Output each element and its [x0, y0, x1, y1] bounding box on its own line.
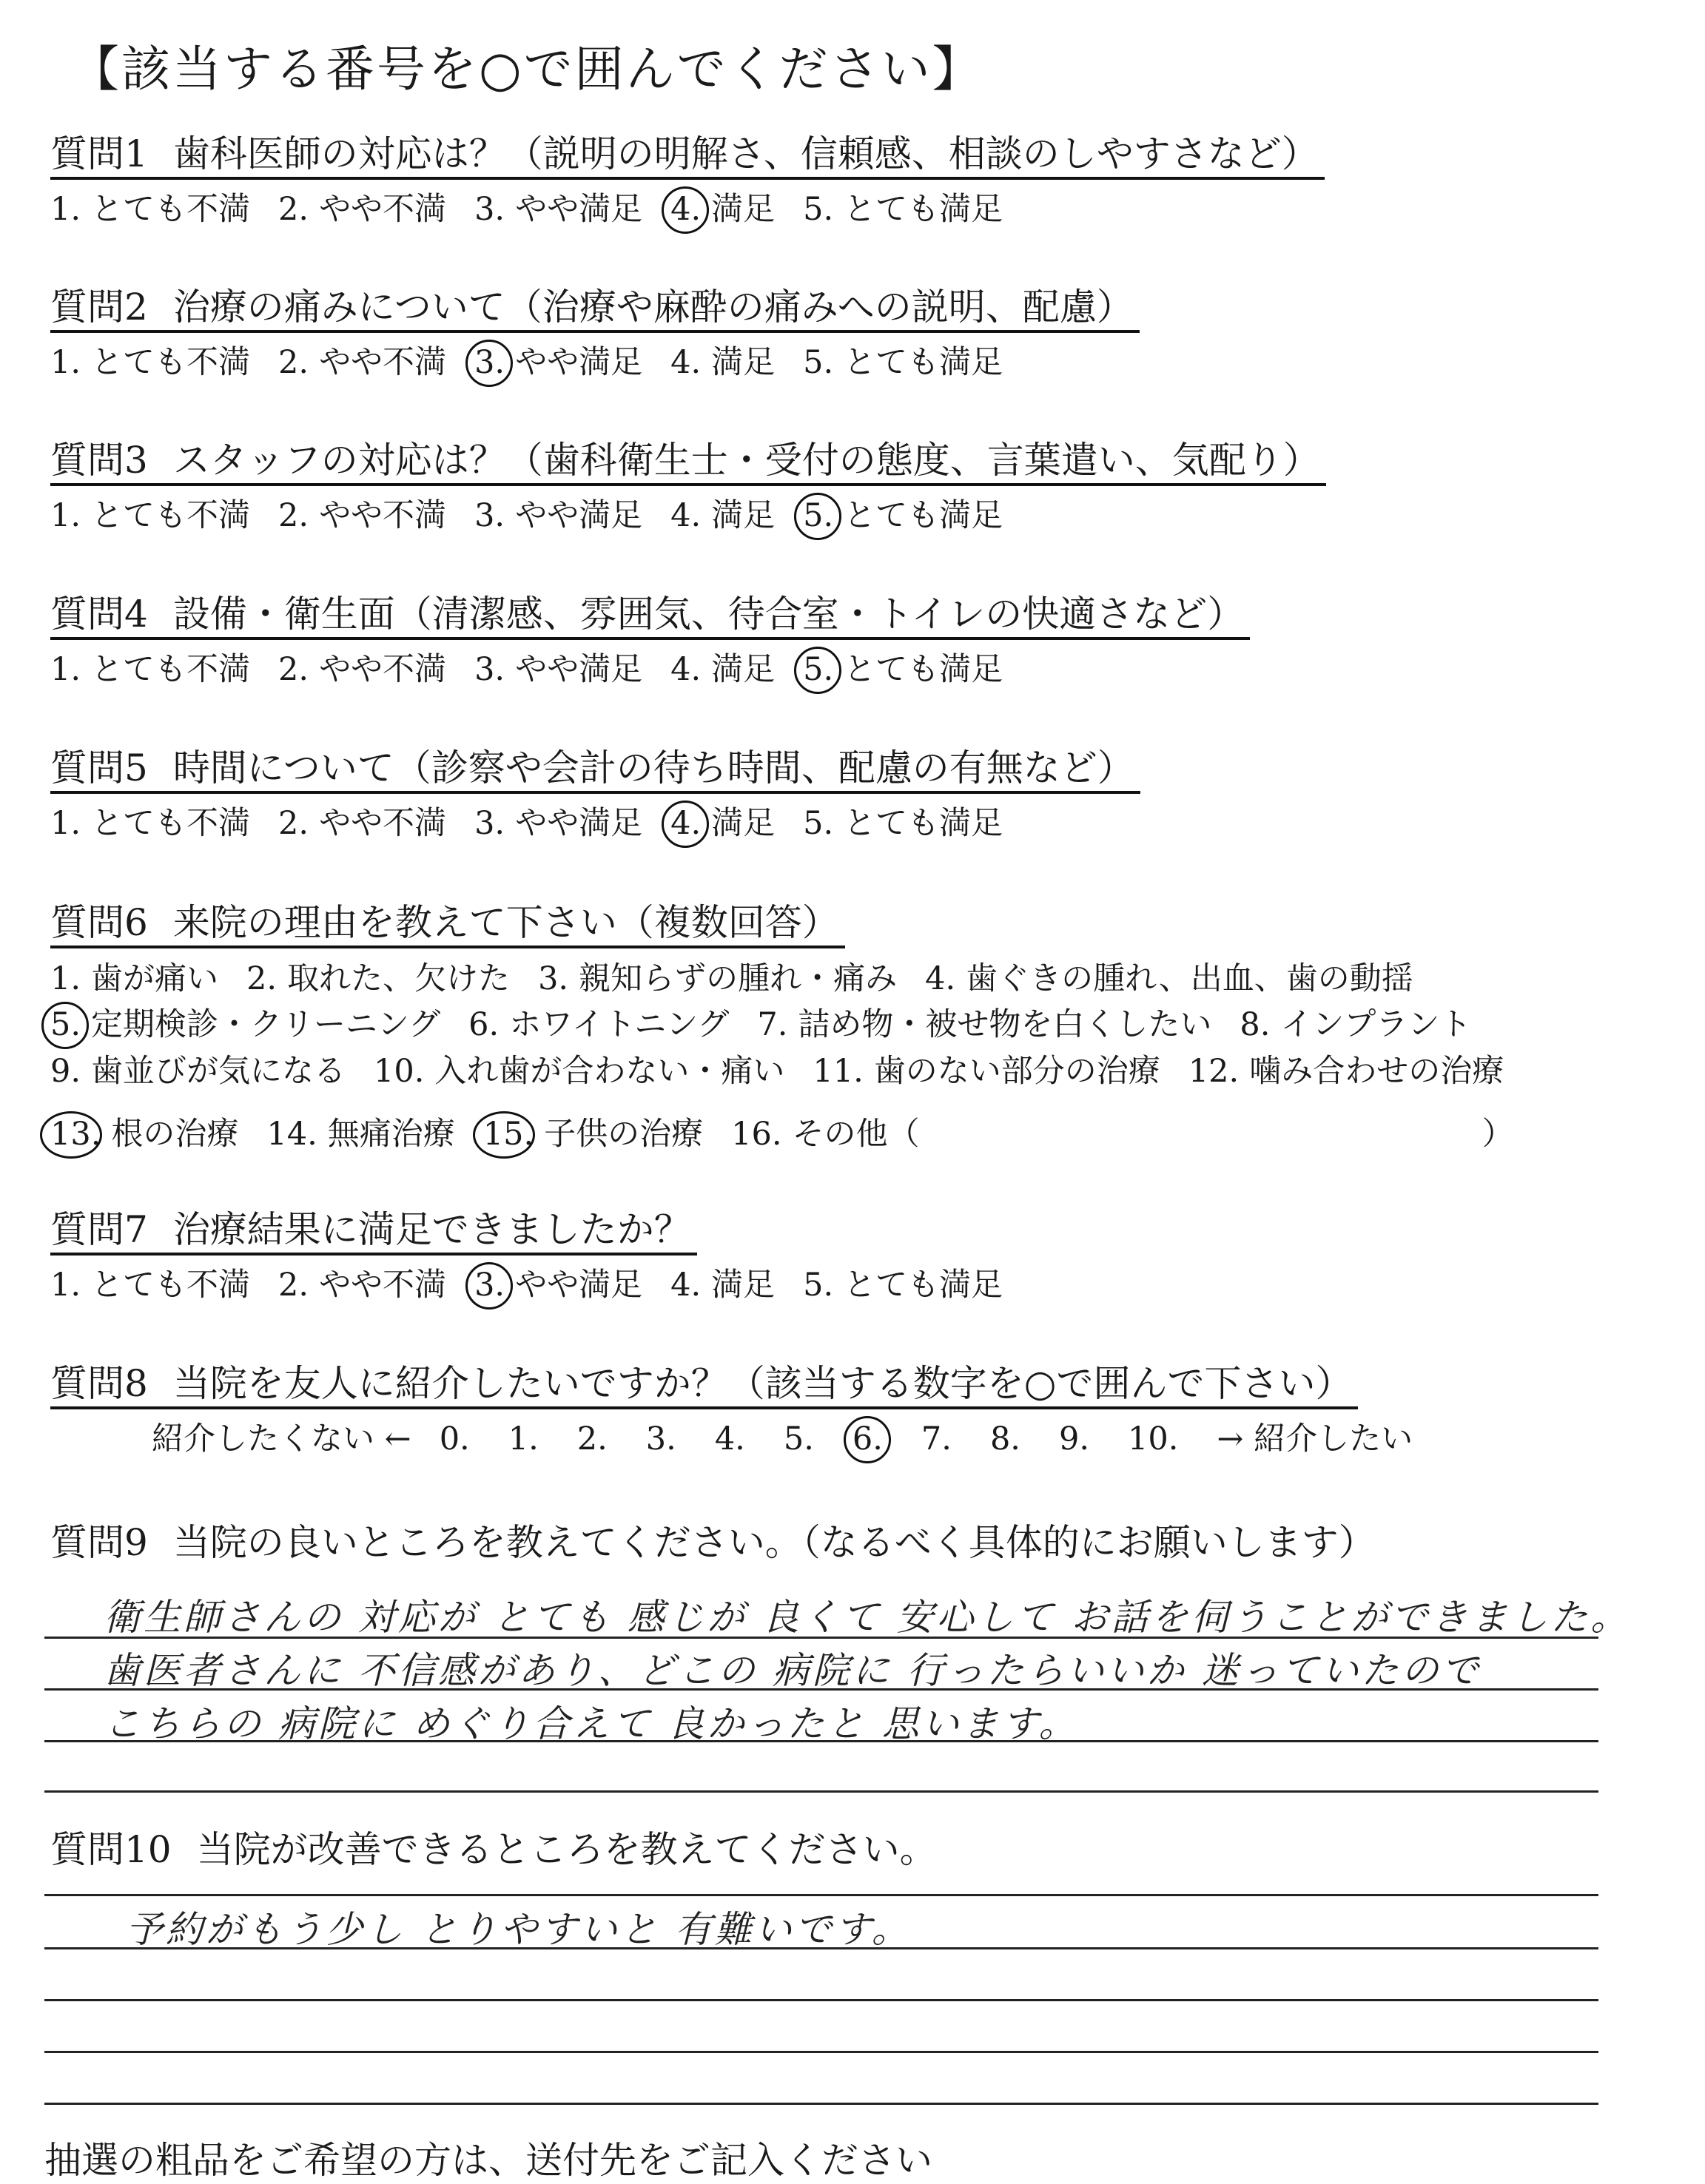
- option-1[interactable]: 1. とても不満: [50, 497, 251, 534]
- option-15[interactable]: 15. 子供の治療: [482, 1116, 704, 1153]
- option-2[interactable]: 2. やや不満: [278, 344, 447, 381]
- option-2[interactable]: 2. やや不満: [278, 191, 447, 228]
- option-1[interactable]: 1. とても不満: [50, 191, 251, 228]
- question-number: 質問2: [50, 286, 148, 328]
- footer-note: 抽選の粗品をご希望の方は、送付先をご記入ください: [44, 2139, 932, 2182]
- scale-4[interactable]: 4.: [714, 1420, 745, 1457]
- option-4[interactable]: 4. 満足: [670, 344, 776, 381]
- option-3[interactable]: 3. 親知らずの腫れ・痛み: [538, 960, 898, 997]
- option-9[interactable]: 9. 歯並びが気になる: [50, 1053, 346, 1090]
- answer-line[interactable]: [44, 1999, 1598, 2001]
- question-7-options: [50, 1268, 1031, 1303]
- option-14[interactable]: 14. 無痛治療: [266, 1116, 455, 1153]
- answer-line[interactable]: [44, 1637, 1598, 1639]
- option-5[interactable]: 5. とても満足: [803, 344, 1003, 381]
- option-13[interactable]: 13. 根の治療: [50, 1116, 239, 1153]
- answer-line[interactable]: [44, 1740, 1598, 1742]
- option-4[interactable]: 4. 満足: [670, 1267, 776, 1304]
- option-5[interactable]: 5. とても満足: [803, 1267, 1003, 1304]
- question-number: 質問6: [50, 901, 148, 944]
- question-number: 質問9: [50, 1521, 148, 1564]
- circled-answer: 4.: [670, 191, 702, 228]
- option-4[interactable]: 4. 満足: [670, 497, 776, 534]
- scale-right-label: → 紹介したい: [1217, 1420, 1413, 1457]
- question-4-options: [50, 653, 1031, 687]
- q9-answer-line-3: こちらの 病院に めぐり合えて 良かったと 思います。: [104, 1702, 1079, 1745]
- circled-answer: 4.: [670, 805, 702, 842]
- answer-line[interactable]: [44, 2051, 1598, 2053]
- option-4[interactable]: 4. 満足: [670, 191, 776, 228]
- scale-7[interactable]: 7.: [921, 1420, 952, 1457]
- answer-line[interactable]: [44, 1790, 1598, 1793]
- option-3[interactable]: 3. やや満足: [474, 1267, 643, 1304]
- option-3[interactable]: 3. やや満足: [474, 651, 643, 688]
- question-text: 時間について（診察や会計の待ち時間、配慮の有無など）: [172, 746, 1134, 789]
- answer-line[interactable]: [44, 1688, 1598, 1691]
- question-text: 当院を友人に紹介したいですか？（該当する数字を○で囲んで下さい）: [172, 1362, 1353, 1405]
- scale-3[interactable]: 3.: [645, 1420, 676, 1457]
- question-5-options: [50, 806, 1031, 841]
- question-text: 来院の理由を教えて下さい（複数回答）: [172, 901, 839, 944]
- option-12[interactable]: 12. 噛み合わせの治療: [1188, 1053, 1504, 1090]
- circled-answer: 3.: [474, 1267, 505, 1304]
- option-8[interactable]: 8. インプラント: [1240, 1006, 1472, 1043]
- question-number: 質問3: [50, 439, 148, 482]
- option-2[interactable]: 2. やや不満: [278, 805, 447, 842]
- scale-10[interactable]: 10.: [1128, 1420, 1179, 1457]
- question-number: 質問7: [50, 1208, 148, 1251]
- question-text: 設備・衛生面（清潔感、雰囲気、待合室・トイレの快適さなど）: [172, 593, 1245, 636]
- question-1-heading: [50, 132, 1325, 176]
- question-4-heading: [50, 592, 1250, 636]
- question-3-options: [50, 499, 1031, 533]
- circled-answer: 15.: [482, 1116, 534, 1153]
- q10-answer-line-1: 予約がもう少し とりやすいと 有難いです。: [126, 1908, 912, 1951]
- option-3[interactable]: 3. やや満足: [474, 191, 643, 228]
- question-text: 当院が改善できるところを教えてください。: [196, 1828, 937, 1871]
- scale-9[interactable]: 9.: [1058, 1420, 1090, 1457]
- option-16[interactable]: 16. その他（ ）: [731, 1116, 1514, 1153]
- option-7[interactable]: 7. 詰め物・被せ物を白くしたい: [757, 1006, 1212, 1043]
- option-6[interactable]: 6. ホワイトニング: [468, 1006, 730, 1043]
- question-7-heading: [50, 1207, 697, 1252]
- option-3[interactable]: 3. やや満足: [474, 805, 643, 842]
- question-10-heading: [50, 1827, 937, 1872]
- question-number: 質問5: [50, 746, 148, 789]
- scale-left-label: 紹介したくない ←: [152, 1420, 411, 1457]
- question-text: 歯科医師の対応は？（説明の明解さ、信頼感、相談のしやすさなど）: [172, 132, 1319, 175]
- option-4[interactable]: 4. 満足: [670, 805, 776, 842]
- option-1[interactable]: 1. とても不満: [50, 344, 251, 381]
- option-5[interactable]: 5. とても満足: [803, 805, 1003, 842]
- circled-answer: 5.: [803, 497, 834, 534]
- option-2[interactable]: 2. 取れた、欠けた: [246, 960, 511, 997]
- option-5[interactable]: 5. とても満足: [803, 651, 1003, 688]
- scale-8[interactable]: 8.: [989, 1420, 1020, 1457]
- question-8-heading: [50, 1361, 1358, 1406]
- question-6-heading: [50, 900, 845, 945]
- option-1[interactable]: 1. とても不満: [50, 1267, 251, 1304]
- circled-answer: 5.: [50, 1006, 81, 1043]
- scale-0[interactable]: 0.: [439, 1420, 470, 1457]
- circled-answer: 5.: [803, 651, 834, 688]
- q9-answer-line-2: 歯医者さんに 不信感があり、どこの 病院に 行ったらいいか 迷っていたので: [104, 1649, 1482, 1692]
- question-6-options-row-3: [50, 1054, 1532, 1089]
- question-6-options-row-4: [50, 1117, 1542, 1152]
- scale-5[interactable]: 5.: [783, 1420, 814, 1457]
- scale-2[interactable]: 2.: [576, 1420, 608, 1457]
- question-9-heading: [50, 1520, 1376, 1565]
- option-4[interactable]: 4. 歯ぐきの腫れ、出血、歯の動揺: [925, 960, 1413, 997]
- question-number: 質問1: [50, 132, 148, 175]
- option-11[interactable]: 11. 歯のない部分の治療: [813, 1053, 1160, 1090]
- scale-6[interactable]: [852, 1422, 893, 1457]
- page-title: 【該当する番号を○で囲んでください】: [70, 41, 983, 98]
- option-5[interactable]: 5. 定期検診・クリーニング: [50, 1006, 441, 1043]
- question-2-heading: [50, 285, 1140, 329]
- option-4[interactable]: 4. 満足: [670, 651, 776, 688]
- option-3[interactable]: 3. やや満足: [474, 497, 643, 534]
- option-2[interactable]: 2. やや不満: [278, 1267, 447, 1304]
- question-text: スタッフの対応は？（歯科衛生士・受付の態度、言葉遣い、気配り）: [172, 439, 1320, 482]
- question-number: 質問8: [50, 1362, 148, 1405]
- question-text: 治療の痛みについて（治療や麻酔の痛みへの説明、配慮）: [172, 286, 1134, 328]
- question-text: 治療結果に満足できましたか？: [172, 1208, 691, 1251]
- question-8-scale: [152, 1422, 1441, 1457]
- option-10[interactable]: 10. 入れ歯が合わない・痛い: [374, 1053, 785, 1090]
- option-1[interactable]: 1. とても不満: [50, 805, 251, 842]
- question-5-heading: [50, 746, 1140, 790]
- option-2[interactable]: 2. やや不満: [278, 497, 447, 534]
- circled-answer: 3.: [474, 344, 505, 381]
- question-3-heading: [50, 438, 1326, 482]
- question-6-options-row-1: [50, 962, 1442, 997]
- option-5[interactable]: 5. とても満足: [803, 497, 1003, 534]
- option-2[interactable]: 2. やや不満: [278, 651, 447, 688]
- option-1[interactable]: 1. とても不満: [50, 651, 251, 688]
- option-3[interactable]: 3. やや満足: [474, 344, 643, 381]
- circled-answer: 6.: [852, 1420, 883, 1457]
- scale-1[interactable]: 1.: [508, 1420, 539, 1457]
- answer-line[interactable]: [44, 1894, 1598, 1896]
- question-1-options: [50, 192, 1031, 227]
- question-2-options: [50, 346, 1031, 380]
- circled-answer: 13.: [50, 1116, 101, 1153]
- option-1[interactable]: 1. 歯が痛い: [50, 960, 219, 997]
- option-5[interactable]: 5. とても満足: [803, 191, 1003, 228]
- question-number: 質問10: [50, 1828, 172, 1871]
- answer-line[interactable]: [44, 1947, 1598, 1949]
- question-text: 当院の良いところを教えてください。（なるべく具体的にお願いします）: [172, 1521, 1376, 1564]
- answer-line[interactable]: [44, 2103, 1598, 2105]
- question-number: 質問4: [50, 593, 148, 636]
- question-6-options-row-2: [50, 1008, 1499, 1042]
- q9-answer-line-1: 衛生師さんの 対応が とても 感じが 良くて 安心して お話を伺うことができました。: [104, 1596, 1631, 1639]
